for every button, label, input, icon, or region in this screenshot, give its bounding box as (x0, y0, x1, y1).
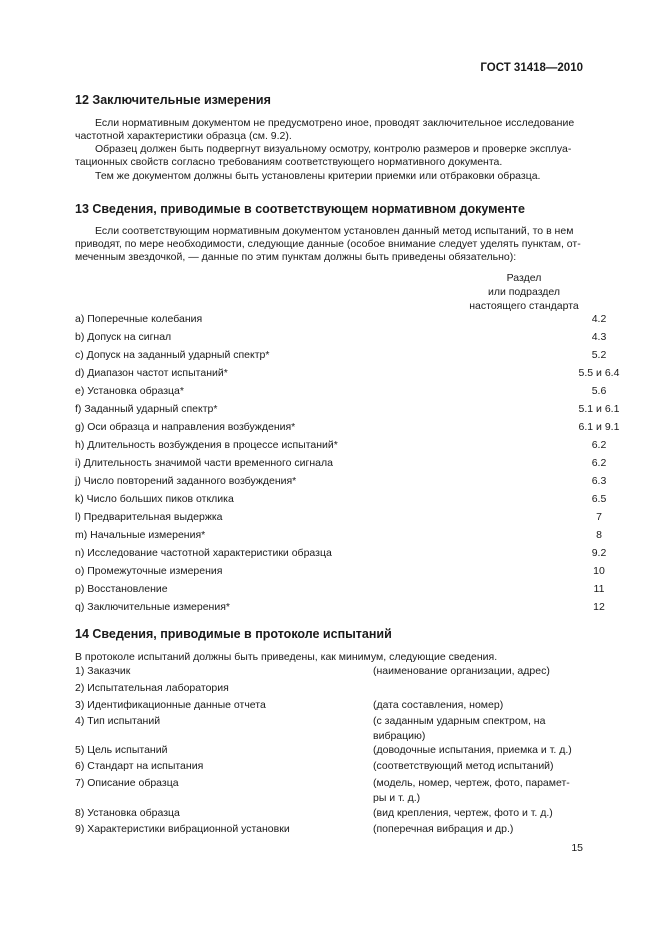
note-line: (с заданным ударным спектром, на (373, 715, 546, 727)
header-line: или подраздел (487, 286, 561, 299)
section-12-paragraph-1 (75, 117, 583, 143)
item-reference: 5.5 и 6.4 (578, 367, 620, 379)
list-item (75, 311, 607, 327)
list-item (75, 806, 585, 821)
section-12-paragraph-2 (75, 143, 583, 169)
item-note: (поперечная вибрация и др.) (373, 823, 514, 835)
text-line: меченным звездочкой, — данные по этим пунктам должны быть приведены обязательно): (75, 251, 517, 264)
item-reference: 4.2 (591, 313, 607, 325)
item-reference: 11 (593, 583, 605, 595)
list-item (75, 714, 585, 744)
item-label: 7) Описание образца (75, 777, 179, 789)
item-label: o) Промежуточные измерения (75, 565, 223, 577)
note-line: (модель, номер, чертеж, фото, парамет- (373, 777, 570, 789)
item-reference: 7 (596, 511, 602, 523)
item-label: d) Диапазон частот испытаний* (75, 367, 228, 379)
list-item (75, 509, 602, 525)
list-item (75, 822, 585, 837)
item-reference: 5.2 (591, 349, 607, 361)
list-item (75, 681, 585, 696)
list-item (75, 419, 620, 435)
item-label: f) Заданный ударный спектр* (75, 403, 218, 415)
note-line: вибрацию) (373, 729, 426, 742)
item-label: h) Длительность возбуждения в процессе испытаний* (75, 439, 338, 451)
list-item (75, 599, 605, 615)
item-label: 8) Установка образца (75, 807, 180, 819)
text-line: тационных свойств согласно требованиям соответствующего нормативного документа. (75, 156, 503, 169)
item-reference: 10 (593, 565, 605, 577)
item-label: k) Число больших пиков отклика (75, 493, 234, 505)
reference-column-header (460, 271, 588, 314)
page-number: 15 (571, 842, 583, 854)
item-label: 1) Заказчик (75, 665, 131, 677)
item-reference: 6.5 (591, 493, 607, 505)
item-label: c) Допуск на заданный ударный спектр* (75, 349, 270, 361)
item-label: q) Заключительные измерения* (75, 601, 230, 613)
item-reference: 6.3 (591, 475, 607, 487)
section-14-title: 14 Сведения, приводимые в протоколе испытаний (75, 627, 392, 641)
list-item (75, 329, 607, 345)
list-item (75, 743, 585, 758)
list-item (75, 491, 607, 507)
section-14-intro (75, 651, 583, 664)
standard-code: ГОСТ 31418—2010 (480, 62, 583, 74)
item-reference: 12 (593, 601, 605, 613)
item-label: 6) Стандарт на испытания (75, 760, 204, 772)
list-item (75, 698, 585, 713)
item-reference: 6.2 (591, 439, 607, 451)
text-line: приводят, по мере необходимости, следующие данные (особое внимание следует уделять пунктам, от- (75, 238, 581, 251)
item-note: (вид крепления, чертеж, фото и т. д.) (373, 807, 553, 819)
item-label: e) Установка образца* (75, 385, 184, 397)
list-item (75, 664, 585, 679)
item-note: (доводочные испытания, приемка и т. д.) (373, 744, 572, 756)
item-reference: 6.1 и 9.1 (578, 421, 620, 433)
text-line: Образец должен быть подвергнут визуальному осмотру, контролю размеров и проверке эксплуа- (95, 143, 572, 155)
list-item (75, 759, 585, 774)
item-reference: 6.2 (591, 457, 607, 469)
section-13-paragraph (75, 225, 583, 265)
list-item (75, 383, 607, 399)
item-label: 2) Испытательная лаборатория (75, 682, 229, 694)
item-label: j) Число повторений заданного возбуждения* (75, 475, 297, 487)
list-item (75, 545, 607, 561)
item-label: n) Исследование частотной характеристики образца (75, 547, 332, 559)
item-label: i) Длительность значимой части временного сигнала (75, 457, 333, 469)
item-label: 5) Цель испытаний (75, 744, 168, 756)
item-note: (наименование организации, адрес) (373, 665, 550, 677)
text-line: Если соответствующим нормативным документом установлен данный метод испытаний, то в нем (95, 225, 574, 237)
item-label: p) Восстановление (75, 583, 168, 595)
list-item (75, 455, 607, 471)
item-reference: 5.1 и 6.1 (578, 403, 620, 415)
item-label: 9) Характеристики вибрационной установки (75, 823, 290, 835)
list-item (75, 437, 607, 453)
header-line: настоящего стандарта (469, 300, 579, 313)
section-12-title: 12 Заключительные измерения (75, 93, 271, 107)
section-12-paragraph-3 (75, 170, 583, 183)
item-label: b) Допуск на сигнал (75, 331, 172, 343)
text-line: Если нормативным документом не предусмотрено иное, проводят заключительное исследование (95, 117, 575, 129)
item-reference: 8 (596, 529, 602, 541)
text-line: Тем же документом должны быть установлены критерии приемки или отбраковки образца. (95, 170, 541, 182)
text-line: В протоколе испытаний должны быть приведены, как минимум, следующие сведения. (75, 651, 498, 663)
item-label: a) Поперечные колебания (75, 313, 203, 325)
item-note: (дата составления, номер) (373, 699, 504, 711)
section-13-title: 13 Сведения, приводимые в соответствующем нормативном документе (75, 202, 525, 216)
list-item (75, 347, 607, 363)
item-label: g) Оси образца и направления возбуждения* (75, 421, 296, 433)
item-label: l) Предварительная выдержка (75, 511, 223, 523)
item-label: 4) Тип испытаний (75, 715, 161, 727)
list-item (75, 581, 605, 597)
item-reference: 4.3 (591, 331, 607, 343)
item-reference: 9.2 (591, 547, 607, 559)
item-note: (соответствующий метод испытаний) (373, 760, 554, 772)
list-item (75, 776, 585, 806)
text-line: частотной характеристики образца (см. 9.2). (75, 130, 292, 143)
item-label: m) Начальные измерения* (75, 529, 206, 541)
list-item (75, 401, 620, 417)
list-item (75, 365, 620, 381)
note-line: ры и т. д.) (373, 791, 421, 804)
item-note (373, 714, 585, 743)
item-label: 3) Идентификационные данные отчета (75, 699, 266, 711)
list-item (75, 563, 605, 579)
list-item (75, 527, 602, 543)
item-note (373, 776, 585, 805)
list-item (75, 473, 607, 489)
header-line: Раздел (506, 272, 542, 284)
item-reference: 5.6 (591, 385, 607, 397)
